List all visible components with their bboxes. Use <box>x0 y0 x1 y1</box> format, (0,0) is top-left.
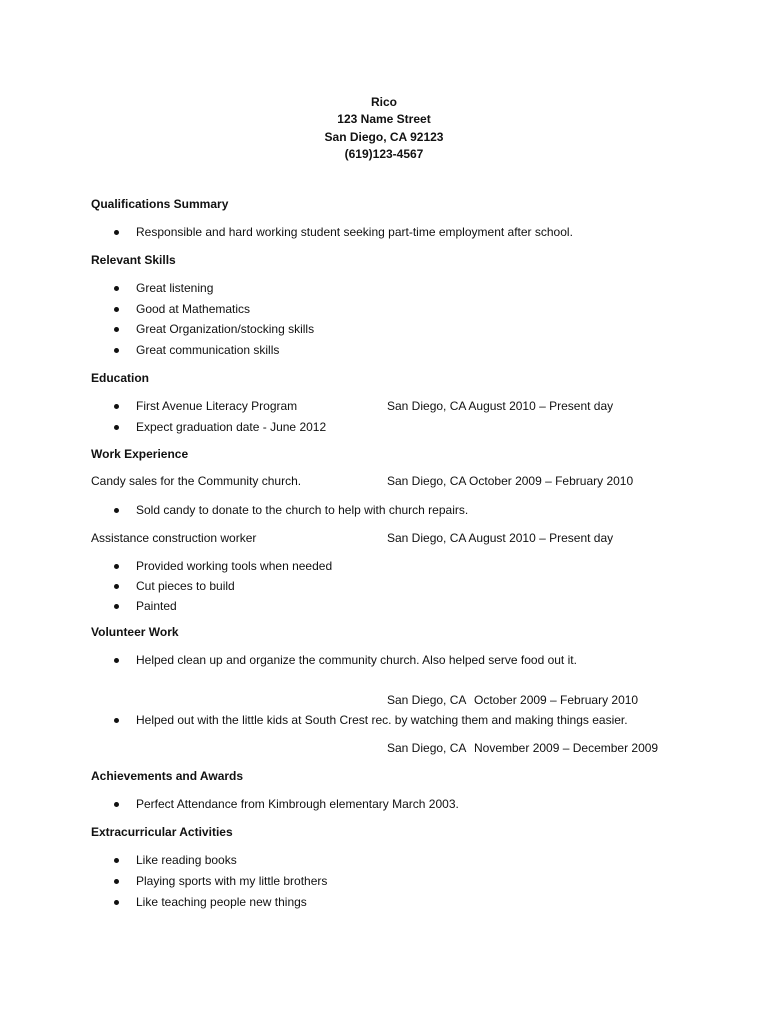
bullet <box>114 604 119 609</box>
work-heading: Work Experience <box>91 447 189 461</box>
skill-item: Great listening <box>136 281 214 295</box>
volunteer-item: Helped out with the little kids at South Crest rec. by watching them and making things easier. <box>136 713 628 727</box>
job-title: Assistance construction worker <box>91 531 257 545</box>
bullet <box>114 879 119 884</box>
bullet <box>114 348 119 353</box>
city-state-zip: San Diego, CA 92123 <box>324 130 444 144</box>
bullet <box>114 327 119 332</box>
bullet <box>114 584 119 589</box>
activity-item: Playing sports with my little brothers <box>136 874 328 888</box>
bullet <box>114 802 119 807</box>
achievements-heading: Achievements and Awards <box>91 769 244 783</box>
job-duty: Cut pieces to build <box>136 579 235 593</box>
bullet <box>114 307 119 312</box>
street-address: 123 Name Street <box>337 112 431 126</box>
bullet <box>114 658 119 663</box>
bullet <box>114 718 119 723</box>
volunteer-location: San Diego, CA <box>387 693 467 707</box>
resume-name: Rico <box>370 95 397 109</box>
bullet <box>114 564 119 569</box>
bullet <box>114 286 119 291</box>
education-heading: Education <box>91 371 150 385</box>
bullet <box>114 858 119 863</box>
bullet <box>114 900 119 905</box>
job-duty: Sold candy to donate to the church to help with church repairs. <box>136 503 469 517</box>
achievement-item: Perfect Attendance from Kimbrough elementary March 2003. <box>136 797 459 811</box>
skill-item: Good at Mathematics <box>136 302 251 316</box>
skill-item: Great communication skills <box>136 343 280 357</box>
bullet <box>114 404 119 409</box>
bullet <box>114 508 119 513</box>
qualifications-heading: Qualifications Summary <box>91 197 229 211</box>
job-title: Candy sales for the Community church. <box>91 474 302 488</box>
job-location: San Diego, CA August 2010 – Present day <box>387 531 614 545</box>
qualifications-item: Responsible and hard working student seeking part-time employment after school. <box>136 225 573 239</box>
job-duty: Provided working tools when needed <box>136 559 333 573</box>
skills-heading: Relevant Skills <box>91 253 176 267</box>
volunteer-dates: October 2009 – February 2010 <box>474 693 639 707</box>
volunteer-heading: Volunteer Work <box>91 625 179 639</box>
education-program: First Avenue Literacy Program <box>136 399 298 413</box>
volunteer-location: San Diego, CA <box>387 741 467 755</box>
bullet <box>114 230 119 235</box>
education-graduation: Expect graduation date - June 2012 <box>136 420 327 434</box>
education-program-location: San Diego, CA August 2010 – Present day <box>387 399 614 413</box>
skill-item: Great Organization/stocking skills <box>136 322 315 336</box>
phone-number: (619)123-4567 <box>344 147 424 161</box>
bullet <box>114 425 119 430</box>
activity-item: Like teaching people new things <box>136 895 307 909</box>
activity-item: Like reading books <box>136 853 237 867</box>
job-duty: Painted <box>136 599 177 613</box>
job-location: San Diego, CA October 2009 – February 2010 <box>387 474 634 488</box>
volunteer-dates: November 2009 – December 2009 <box>474 741 659 755</box>
volunteer-item: Helped clean up and organize the community church. Also helped serve food out it. <box>136 653 577 667</box>
extracurricular-heading: Extracurricular Activities <box>91 825 233 839</box>
